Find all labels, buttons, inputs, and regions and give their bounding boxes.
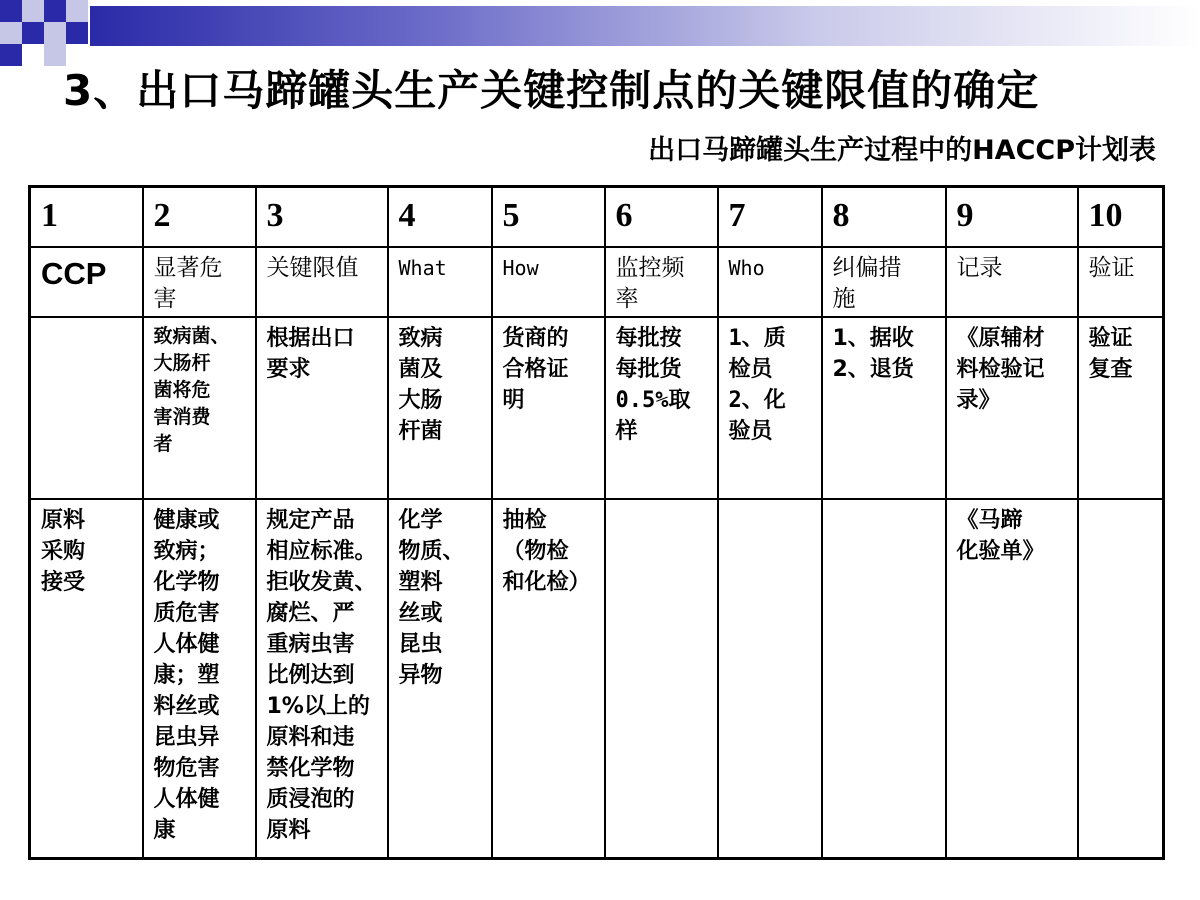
cell-text-line: 每批按 — [615, 326, 682, 351]
column-header-cell — [492, 247, 605, 317]
cell-text-line: 验证 — [1088, 326, 1133, 351]
cell-text-line: 原料和违 — [266, 725, 355, 750]
column-header-cell — [822, 247, 946, 317]
deco-square — [0, 44, 22, 66]
cell-text-line: 健康或 — [153, 508, 220, 533]
cell-text-line: 2、退货 — [832, 357, 914, 382]
cell-text-line: 原料 — [41, 508, 86, 533]
cell-text-line: 致病； — [153, 539, 220, 564]
table-cell — [256, 499, 388, 859]
cell-text-line: 禁化学物 — [266, 756, 355, 781]
table-cell — [30, 317, 143, 499]
cell-text-line: 物危害 — [153, 756, 220, 781]
cell-text-line: 规定产品 — [266, 508, 355, 533]
cell-text-line: 纠偏措 — [832, 255, 902, 281]
cell-text-line: 大肠 — [398, 388, 443, 413]
cell-text-line: 根据出口 — [266, 326, 355, 351]
column-number-cell: 10 — [1078, 187, 1164, 248]
cell-text-line: 人体健 — [153, 787, 220, 812]
column-number-cell: 3 — [256, 187, 388, 248]
cell-text-line: 者 — [153, 433, 173, 455]
cell-text-line: 害消费 — [153, 406, 211, 428]
cell-text-line: How — [502, 256, 539, 280]
table-cell — [256, 317, 388, 499]
cell-text-line: 1、质 — [728, 326, 786, 351]
deco-square — [44, 0, 66, 22]
table-cell — [718, 317, 822, 499]
column-header-cell — [946, 247, 1078, 317]
cell-text-line: 菌及 — [398, 357, 443, 382]
deco-square — [22, 22, 44, 44]
column-number-cell: 7 — [718, 187, 822, 248]
cell-text-line: 要求 — [266, 357, 311, 382]
cell-text-line: What — [398, 256, 447, 280]
cell-text-line: 比例达到 — [266, 663, 355, 688]
cell-text-line: 货商的 — [502, 326, 569, 351]
cell-text-line: 合格证 — [502, 357, 569, 382]
table-cell — [946, 317, 1078, 499]
cell-text-line: 和化检） — [502, 570, 591, 595]
column-header-cell — [605, 247, 718, 317]
cell-text-line: 丝或 — [398, 601, 443, 626]
table-cell — [30, 499, 143, 859]
cell-text-line: 料检验记 — [956, 357, 1045, 382]
cell-text-line: 重病虫害 — [266, 632, 355, 657]
cell-text-line: 拒收发黄、 — [266, 570, 377, 595]
column-header-cell — [30, 247, 143, 317]
table-cell — [143, 499, 256, 859]
deco-square — [66, 0, 88, 22]
cell-text-line: 昆虫 — [398, 632, 443, 657]
table-cell — [492, 317, 605, 499]
cell-text-line: 复查 — [1088, 357, 1133, 382]
column-header-cell — [718, 247, 822, 317]
table-row — [30, 317, 1164, 499]
deco-square — [44, 22, 66, 44]
cell-text-line: 1%以上的 — [266, 694, 370, 719]
column-number-row — [30, 187, 1164, 248]
cell-text-line: 害 — [153, 286, 177, 312]
table-cell — [388, 317, 492, 499]
column-header-row — [30, 247, 1164, 317]
cell-text-line: 每批货 — [615, 357, 682, 382]
table-cell — [718, 499, 822, 859]
cell-text-line: 致病 — [398, 326, 443, 351]
cell-text-line: 大肠杆 — [153, 352, 211, 374]
cell-text-line: 关键限值 — [266, 255, 359, 281]
column-number-cell: 2 — [143, 187, 256, 248]
deco-square — [22, 0, 44, 22]
cell-text-line: 菌将危 — [153, 379, 211, 401]
column-header-cell — [143, 247, 256, 317]
cell-text-line: 0.5%取 — [615, 388, 691, 413]
column-number-cell: 8 — [822, 187, 946, 248]
column-header-cell — [256, 247, 388, 317]
table-cell — [822, 499, 946, 859]
table-cell — [1078, 499, 1164, 859]
table-cell — [946, 499, 1078, 859]
cell-text-line: 1、据收 — [832, 326, 914, 351]
cell-text-line: 物质、 — [398, 539, 465, 564]
cell-text-line: 《原辅材 — [956, 326, 1045, 351]
table-cell — [143, 317, 256, 499]
deco-square — [0, 0, 22, 22]
deco-square — [0, 22, 22, 44]
cell-text-line: 康；塑 — [153, 663, 220, 688]
cell-text-line: 样 — [615, 419, 638, 444]
cell-text-line: 质浸泡的 — [266, 787, 355, 812]
cell-text-line: （物检 — [502, 539, 569, 564]
table-caption: 出口马蹄罐头生产过程中的HACCP计划表 — [648, 135, 1156, 166]
deco-square — [66, 22, 88, 44]
cell-text-line: 康 — [153, 818, 176, 843]
cell-text-line: 塑料 — [398, 570, 443, 595]
column-header-cell — [1078, 247, 1164, 317]
cell-text-line: 监控频 — [615, 255, 685, 281]
cell-text-line: CCP — [41, 256, 107, 291]
column-number-cell: 6 — [605, 187, 718, 248]
table-cell — [388, 499, 492, 859]
cell-text-line: 率 — [615, 286, 639, 312]
cell-text-line: 明 — [502, 388, 525, 413]
table-cell — [822, 317, 946, 499]
cell-text-line: 记录 — [956, 255, 1003, 281]
cell-text-line: Who — [728, 256, 765, 280]
cell-text-line: 显著危 — [153, 255, 223, 281]
cell-text-line: 化学物 — [153, 570, 220, 595]
column-number-cell: 5 — [492, 187, 605, 248]
cell-text-line: 昆虫异 — [153, 725, 220, 750]
table-cell — [605, 317, 718, 499]
table-row — [30, 499, 1164, 859]
cell-text-line: 异物 — [398, 663, 443, 688]
cell-text-line: 检员 — [728, 357, 773, 382]
gradient-bar — [90, 6, 1200, 46]
cell-text-line: 抽检 — [502, 508, 547, 533]
cell-text-line: 录》 — [956, 388, 1001, 413]
cell-text-line: 2、化 — [728, 388, 786, 413]
column-number-cell: 1 — [30, 187, 143, 248]
cell-text-line: 验员 — [728, 419, 773, 444]
table-cell — [492, 499, 605, 859]
cell-text-line: 化验单》 — [956, 539, 1045, 564]
cell-text-line: 采购 — [41, 539, 86, 564]
cell-text-line: 验证 — [1088, 255, 1135, 281]
haccp-plan-table — [28, 185, 1165, 860]
cell-text-line: 施 — [832, 286, 856, 312]
cell-text-line: 相应标准。 — [266, 539, 377, 564]
column-number-cell: 4 — [388, 187, 492, 248]
cell-text-line: 腐烂、严 — [266, 601, 355, 626]
cell-text-line: 人体健 — [153, 632, 220, 657]
slide-title: 3、出口马蹄罐头生产关键控制点的关键限值的确定 — [63, 66, 1040, 115]
cell-text-line: 化学 — [398, 508, 443, 533]
cell-text-line: 质危害 — [153, 601, 220, 626]
table-cell — [1078, 317, 1164, 499]
cell-text-line: 杆菌 — [398, 419, 443, 444]
cell-text-line: 料丝或 — [153, 694, 220, 719]
cell-text-line: 接受 — [41, 570, 86, 595]
column-number-cell: 9 — [946, 187, 1078, 248]
cell-text-line: 致病菌、 — [153, 325, 230, 347]
table-cell — [605, 499, 718, 859]
cell-text-line: 《马蹄 — [956, 508, 1023, 533]
cell-text-line: 原料 — [266, 818, 311, 843]
column-header-cell — [388, 247, 492, 317]
